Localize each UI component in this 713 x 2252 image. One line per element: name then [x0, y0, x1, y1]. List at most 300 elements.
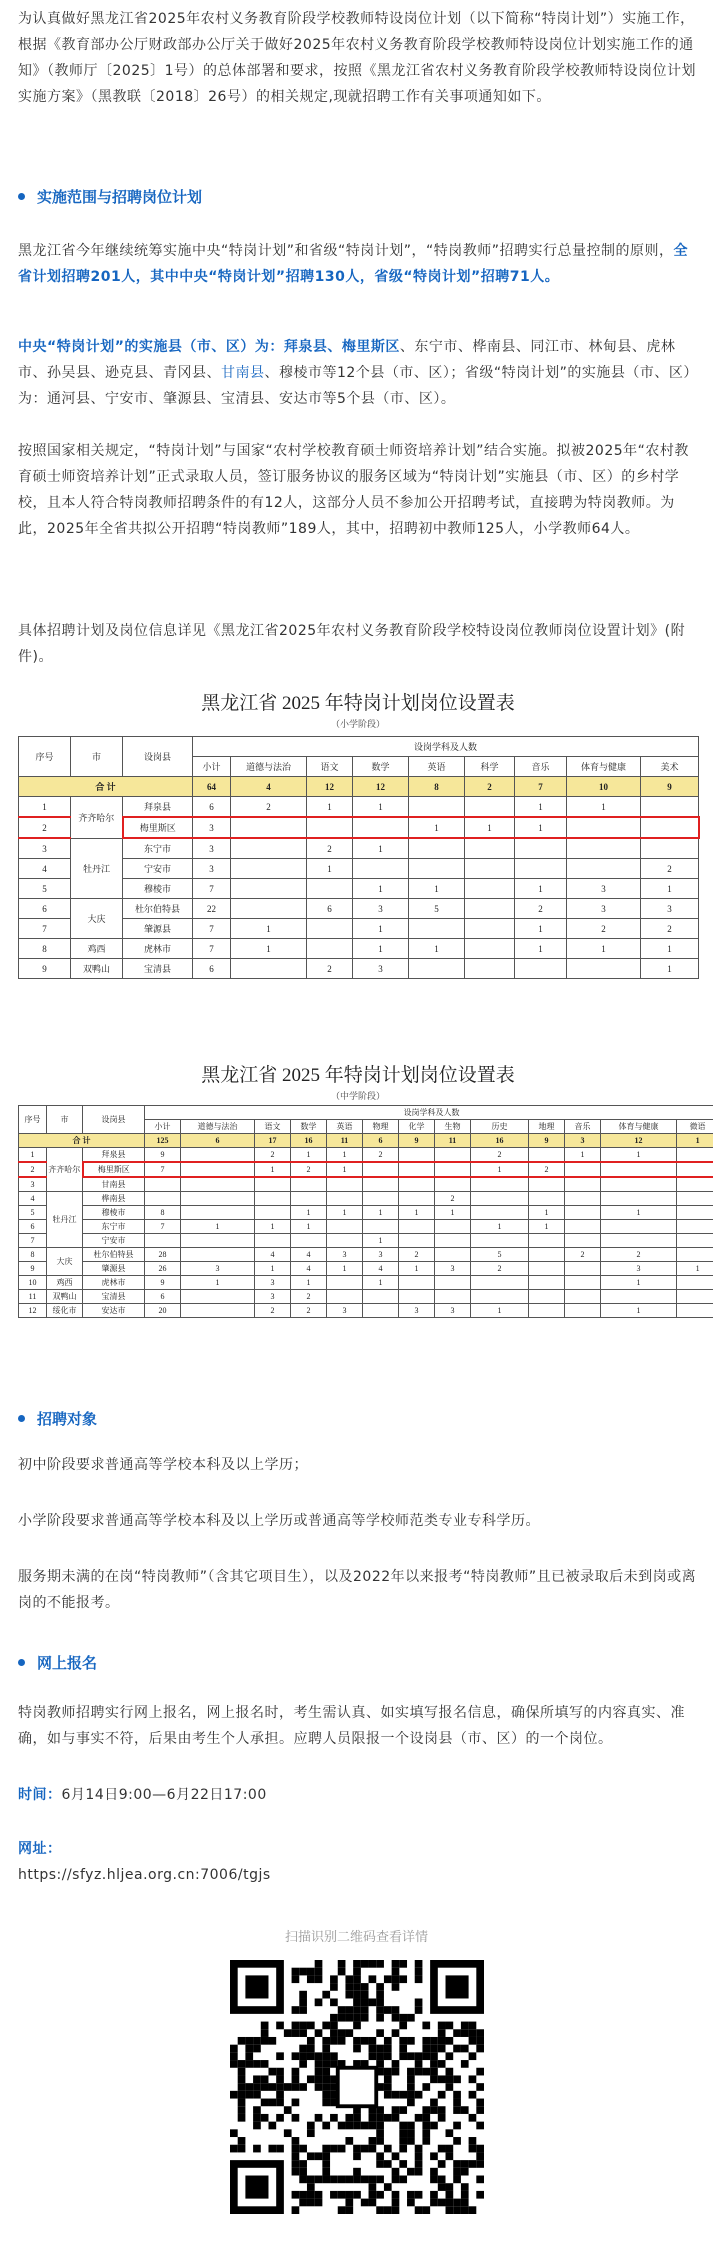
value-cell: 1	[641, 879, 699, 899]
table-row	[19, 1276, 713, 1290]
value-cell	[409, 959, 465, 979]
value-cell: 9	[145, 1276, 181, 1290]
value-cell: 1	[435, 1206, 471, 1220]
seq-cell: 8	[19, 939, 71, 959]
value-cell: 1	[601, 1304, 677, 1318]
table-row	[19, 1148, 713, 1163]
value-cell: 1	[471, 1304, 529, 1318]
table-row	[19, 1234, 713, 1248]
value-cell: 3	[181, 1262, 255, 1276]
site-url-link[interactable]: https://sfyz.hljea.org.cn:7006/tgjs	[18, 1867, 271, 1883]
table-primary-figure	[18, 688, 698, 979]
value-cell	[363, 1304, 399, 1318]
paragraph-attachment: 具体招聘计划及岗位信息详见《黑龙江省2025年农村义务教育阶段学校特设岗位教师岗位设置计划》(附件)。	[18, 623, 686, 665]
value-cell	[353, 817, 409, 838]
table-row	[19, 1192, 713, 1206]
section-title: 实施范围与招聘岗位计划	[37, 188, 203, 206]
value-cell: 1	[567, 797, 641, 818]
primary-position-table	[18, 736, 700, 979]
table-row	[19, 1177, 713, 1192]
total-cell: 12	[353, 777, 409, 797]
seq-cell: 7	[19, 919, 71, 939]
value-cell: 4	[291, 1248, 327, 1262]
paragraph-registration: 特岗教师招聘实行网上报名，网上报名时，考生需认真、如实填写报名信息，确保所填写的内容真实、准确，如与事实不符，后果由考生个人承担。应聘人员限报一个设岗县（市、区）的一个岗位。	[18, 1705, 685, 1747]
value-cell	[399, 1220, 435, 1234]
value-cell	[515, 959, 567, 979]
value-cell	[529, 1148, 565, 1163]
total-cell: 7	[515, 777, 567, 797]
value-cell	[231, 879, 307, 899]
value-cell	[641, 797, 699, 818]
county-cell: 甘南县	[83, 1177, 145, 1192]
county-cell: 宁安市	[83, 1234, 145, 1248]
city-cell: 齐齐哈尔	[71, 797, 123, 839]
city-cell: 大庆	[47, 1248, 83, 1276]
value-cell	[409, 919, 465, 939]
value-cell	[471, 1234, 529, 1248]
table-title: 黑龙江省 2025 年特岗计划岗位设置表	[201, 1065, 515, 1086]
subject-header: 小计	[145, 1120, 181, 1134]
value-cell	[601, 1234, 677, 1248]
value-cell: 1	[291, 1220, 327, 1234]
value-cell	[465, 939, 515, 959]
subject-header: 体育与健康	[601, 1120, 677, 1134]
value-cell	[471, 1206, 529, 1220]
value-cell	[677, 1234, 713, 1248]
table-row	[19, 1248, 713, 1262]
table-row	[19, 1206, 713, 1220]
value-cell	[465, 838, 515, 859]
paragraph-middle-requirement: 初中阶段要求普通高等学校本科及以上学历；	[18, 1457, 308, 1473]
value-cell	[565, 1206, 601, 1220]
value-cell: 2	[291, 1162, 327, 1177]
value-cell: 3	[255, 1290, 291, 1304]
county-cell: 穆棱市	[123, 879, 193, 899]
value-cell	[565, 1192, 601, 1206]
value-cell	[363, 1162, 399, 1177]
seq-cell: 9	[19, 959, 71, 979]
value-cell: 3	[601, 1262, 677, 1276]
value-cell	[145, 1177, 181, 1192]
value-cell: 1	[307, 859, 353, 879]
value-cell	[529, 1248, 565, 1262]
value-cell: 1	[181, 1276, 255, 1290]
value-cell	[565, 1234, 601, 1248]
value-cell: 2	[255, 1148, 291, 1163]
seq-cell: 2	[19, 1162, 47, 1177]
value-cell	[399, 1148, 435, 1163]
value-cell	[307, 817, 353, 838]
value-cell	[327, 1220, 363, 1234]
seq-cell: 4	[19, 1192, 47, 1206]
value-cell: 2	[641, 919, 699, 939]
qr-caption: 扫描识别二维码查看详情	[284, 1930, 428, 1945]
value-cell: 2	[307, 838, 353, 859]
value-cell: 3	[255, 1276, 291, 1290]
value-cell: 1	[327, 1162, 363, 1177]
value-cell: 1	[363, 1206, 399, 1220]
county-cell: 虎林市	[123, 939, 193, 959]
value-cell: 7	[193, 879, 231, 899]
county-cell: 虎林市	[83, 1276, 145, 1290]
paragraph-quota	[18, 238, 698, 290]
value-cell	[409, 838, 465, 859]
value-cell: 1	[353, 838, 409, 859]
bullet-icon	[18, 1415, 25, 1422]
value-cell	[181, 1192, 255, 1206]
value-cell	[677, 1220, 713, 1234]
value-cell: 7	[145, 1220, 181, 1234]
total-cell: 12	[601, 1134, 677, 1148]
value-cell	[529, 1234, 565, 1248]
county-cell: 梅里斯区	[83, 1162, 145, 1177]
value-cell: 26	[145, 1262, 181, 1276]
value-cell: 2	[307, 959, 353, 979]
value-cell	[181, 1304, 255, 1318]
value-cell: 3	[641, 899, 699, 919]
value-cell	[529, 1304, 565, 1318]
value-cell	[399, 1177, 435, 1192]
seq-cell: 9	[19, 1262, 47, 1276]
value-cell	[471, 1177, 529, 1192]
time-value: 6月14日9:00—6月22日17:00	[61, 1787, 267, 1803]
value-cell	[307, 879, 353, 899]
value-cell: 28	[145, 1248, 181, 1262]
header-county: 设岗县	[83, 1106, 145, 1134]
total-cell: 11	[435, 1134, 471, 1148]
value-cell: 1	[409, 817, 465, 838]
value-cell	[307, 939, 353, 959]
value-cell: 1	[529, 1220, 565, 1234]
paragraph-counties	[18, 334, 698, 412]
value-cell: 1	[601, 1148, 677, 1163]
city-cell: 齐齐哈尔	[47, 1148, 83, 1192]
value-cell	[435, 1162, 471, 1177]
county-highlight: 甘南县	[221, 365, 265, 381]
county-cell: 东宁市	[83, 1220, 145, 1234]
value-cell: 3	[435, 1304, 471, 1318]
value-cell: 1	[529, 1206, 565, 1220]
value-cell	[565, 1262, 601, 1276]
value-cell: 1	[291, 1206, 327, 1220]
value-cell	[641, 817, 699, 838]
value-cell	[399, 1276, 435, 1290]
value-cell: 22	[193, 899, 231, 919]
value-cell	[471, 1276, 529, 1290]
section-title: 网上报名	[37, 1654, 98, 1672]
total-cell: 6	[181, 1134, 255, 1148]
subject-header: 音乐	[515, 757, 567, 777]
value-cell: 1	[327, 1206, 363, 1220]
value-cell: 3	[193, 859, 231, 879]
value-cell: 6	[193, 797, 231, 818]
value-cell: 2	[601, 1248, 677, 1262]
value-cell	[231, 817, 307, 838]
seq-cell: 11	[19, 1290, 47, 1304]
seq-cell: 5	[19, 1206, 47, 1220]
value-cell	[327, 1276, 363, 1290]
value-cell: 2	[255, 1304, 291, 1318]
table-row	[19, 1290, 713, 1304]
city-cell: 双鸭山	[47, 1290, 83, 1304]
paragraph-text: 黑龙江省今年继续统筹实施中央“特岗计划”和省级“特岗计划”，“特岗教师”招聘实行总量控制的原则，	[18, 243, 674, 259]
header-subject-group: 设岗学科及人数	[193, 737, 699, 757]
city-cell: 双鸭山	[71, 959, 123, 979]
value-cell: 1	[363, 1234, 399, 1248]
table-subtitle: （小学阶段）	[330, 719, 385, 729]
value-cell	[327, 1234, 363, 1248]
value-cell: 3	[353, 959, 409, 979]
value-cell: 2	[529, 1162, 565, 1177]
total-row	[19, 777, 699, 797]
registration-site-label	[18, 1836, 698, 1862]
value-cell: 9	[145, 1148, 181, 1163]
total-cell: 6	[363, 1134, 399, 1148]
value-cell	[565, 1290, 601, 1304]
paragraph-text: 、东宁市、桦南县、同江市、林甸县、虎林市、孙吴县、逊克县、青冈县、	[18, 339, 676, 381]
central-counties-highlight: 中央“特岗计划”的实施县（市、区）为：拜泉县、梅里斯区	[18, 339, 400, 355]
value-cell	[601, 1220, 677, 1234]
value-cell: 1	[231, 939, 307, 959]
value-cell	[465, 859, 515, 879]
bullet-icon	[18, 193, 25, 200]
value-cell	[181, 1290, 255, 1304]
seq-cell: 3	[19, 838, 71, 859]
county-cell: 肇源县	[123, 919, 193, 939]
table-title: 黑龙江省 2025 年特岗计划岗位设置表	[201, 693, 515, 714]
value-cell: 2	[567, 919, 641, 939]
value-cell	[181, 1234, 255, 1248]
value-cell	[399, 1162, 435, 1177]
section-heading-scope	[18, 186, 202, 207]
table-row	[19, 1304, 713, 1318]
value-cell: 3	[567, 899, 641, 919]
subject-header: 道德与法治	[231, 757, 307, 777]
table-row	[19, 959, 699, 979]
value-cell	[567, 817, 641, 838]
value-cell: 2	[399, 1248, 435, 1262]
value-cell	[327, 1192, 363, 1206]
value-cell: 1	[353, 939, 409, 959]
value-cell: 2	[363, 1148, 399, 1163]
value-cell	[231, 959, 307, 979]
value-cell: 1	[409, 879, 465, 899]
total-row	[19, 1134, 713, 1148]
county-cell: 宝清县	[83, 1290, 145, 1304]
value-cell: 1	[471, 1162, 529, 1177]
city-cell: 鸡西	[47, 1276, 83, 1290]
value-cell	[677, 1304, 713, 1318]
value-cell	[677, 1162, 713, 1177]
value-cell	[181, 1162, 255, 1177]
value-cell	[677, 1248, 713, 1262]
value-cell	[565, 1162, 601, 1177]
table-subtitle: （中学阶段）	[330, 1091, 385, 1101]
value-cell: 3	[193, 838, 231, 859]
value-cell	[145, 1234, 181, 1248]
value-cell	[255, 1192, 291, 1206]
value-cell	[677, 1206, 713, 1220]
total-cell: 16	[291, 1134, 327, 1148]
value-cell	[677, 1276, 713, 1290]
value-cell: 1	[515, 939, 567, 959]
seq-cell: 10	[19, 1276, 47, 1290]
value-cell	[567, 838, 641, 859]
registration-time	[18, 1782, 698, 1808]
subject-header: 数学	[291, 1120, 327, 1134]
value-cell	[363, 1290, 399, 1304]
value-cell: 1	[353, 919, 409, 939]
subject-header: 英语	[409, 757, 465, 777]
value-cell	[327, 1177, 363, 1192]
value-cell	[363, 1192, 399, 1206]
table-row	[19, 939, 699, 959]
value-cell: 3	[399, 1304, 435, 1318]
value-cell: 6	[145, 1290, 181, 1304]
value-cell	[465, 879, 515, 899]
county-cell: 杜尔伯特县	[123, 899, 193, 919]
county-cell: 安达市	[83, 1304, 145, 1318]
header-county: 设岗县	[123, 737, 193, 777]
value-cell	[565, 1304, 601, 1318]
value-cell: 1	[641, 939, 699, 959]
seq-cell: 7	[19, 1234, 47, 1248]
table-row	[19, 838, 699, 859]
value-cell: 1	[515, 817, 567, 838]
value-cell	[181, 1148, 255, 1163]
value-cell	[435, 1248, 471, 1262]
value-cell: 1	[641, 959, 699, 979]
county-cell: 拜泉县	[123, 797, 193, 818]
county-cell: 梅里斯区	[123, 817, 193, 838]
value-cell	[601, 1162, 677, 1177]
subject-header: 生物	[435, 1120, 471, 1134]
value-cell: 5	[471, 1248, 529, 1262]
value-cell	[471, 1192, 529, 1206]
registration-site	[18, 1862, 698, 1888]
value-cell	[181, 1177, 255, 1192]
paragraph-exclusion: 服务期未满的在岗“特岗教师”（含其它项目生），以及2022年以来报考“特岗教师”且已被录取后未到岗或离岗的不能报考。	[18, 1569, 697, 1611]
subject-header: 科学	[465, 757, 515, 777]
value-cell: 1	[515, 919, 567, 939]
value-cell: 2	[471, 1262, 529, 1276]
value-cell	[471, 1290, 529, 1304]
subject-header: 语文	[255, 1120, 291, 1134]
value-cell: 1	[601, 1206, 677, 1220]
county-cell: 穆棱市	[83, 1206, 145, 1220]
value-cell: 2	[291, 1304, 327, 1318]
county-cell: 东宁市	[123, 838, 193, 859]
value-cell: 3	[435, 1262, 471, 1276]
value-cell: 1	[181, 1220, 255, 1234]
subject-header: 美术	[641, 757, 699, 777]
city-cell: 牡丹江	[47, 1192, 83, 1248]
value-cell: 1	[353, 879, 409, 899]
table-row	[19, 1220, 713, 1234]
value-cell	[353, 859, 409, 879]
seq-cell: 6	[19, 1220, 47, 1234]
value-cell: 6	[307, 899, 353, 919]
section-title: 招聘对象	[37, 1410, 98, 1428]
total-cell: 4	[231, 777, 307, 797]
value-cell: 1	[567, 939, 641, 959]
seq-cell: 6	[19, 899, 71, 919]
value-cell: 2	[435, 1192, 471, 1206]
value-cell	[515, 859, 567, 879]
subject-header: 英语	[327, 1120, 363, 1134]
value-cell	[529, 1290, 565, 1304]
value-cell: 2	[291, 1290, 327, 1304]
value-cell	[601, 1177, 677, 1192]
value-cell: 1	[409, 939, 465, 959]
value-cell: 6	[193, 959, 231, 979]
county-cell: 宝清县	[123, 959, 193, 979]
seq-cell: 4	[19, 859, 71, 879]
seq-cell: 3	[19, 1177, 47, 1192]
total-label: 合 计	[19, 777, 193, 797]
total-cell: 17	[255, 1134, 291, 1148]
intro-paragraph: 为认真做好黑龙江省2025年农村义务教育阶段学校教师特设岗位计划（以下简称“特岗计划”）实施工作，根据《教育部办公厅财政部办公厅关于做好2025年农村义务教育阶段学校教师特设岗位计划实施工作的通知》（教师厅〔2025〕1号）的总体部署和要求，按照《黑龙江省农村义务教育阶段学校教师特设岗位计划实施方案》（黑教联〔2018〕26号）的相关规定,现就招聘工作有关事项通知如下。	[18, 11, 697, 105]
subject-header: 化学	[399, 1120, 435, 1134]
header-seq: 序号	[19, 1106, 47, 1134]
value-cell	[255, 1177, 291, 1192]
value-cell	[529, 1192, 565, 1206]
value-cell: 1	[291, 1148, 327, 1163]
value-cell: 1	[399, 1206, 435, 1220]
value-cell: 1	[515, 879, 567, 899]
value-cell: 2	[231, 797, 307, 818]
value-cell: 1	[601, 1276, 677, 1290]
value-cell	[255, 1206, 291, 1220]
subject-header: 音乐	[565, 1120, 601, 1134]
value-cell: 1	[677, 1262, 713, 1276]
section-heading-registration	[18, 1652, 97, 1673]
total-cell: 2	[465, 777, 515, 797]
header-city: 市	[47, 1106, 83, 1134]
qr-code-image[interactable]	[230, 1960, 484, 2214]
bullet-icon	[18, 1659, 25, 1666]
paragraph-primary-requirement: 小学阶段要求普通高等学校本科及以上学历或普通高等学校师范类专业专科学历。	[18, 1513, 540, 1529]
subject-header: 地理	[529, 1120, 565, 1134]
value-cell: 1	[231, 919, 307, 939]
value-cell: 2	[641, 859, 699, 879]
value-cell	[231, 838, 307, 859]
value-cell: 1	[255, 1162, 291, 1177]
middle-position-table	[18, 1105, 713, 1318]
value-cell	[181, 1248, 255, 1262]
value-cell	[399, 1234, 435, 1248]
value-cell: 3	[193, 817, 231, 838]
value-cell: 2	[565, 1248, 601, 1262]
value-cell: 1	[465, 817, 515, 838]
value-cell	[307, 919, 353, 939]
value-cell	[677, 1192, 713, 1206]
subject-header: 语文	[307, 757, 353, 777]
seq-cell: 5	[19, 879, 71, 899]
value-cell: 5	[409, 899, 465, 919]
value-cell: 7	[193, 919, 231, 939]
value-cell	[255, 1234, 291, 1248]
county-cell: 拜泉县	[83, 1148, 145, 1163]
value-cell	[567, 959, 641, 979]
value-cell	[363, 1177, 399, 1192]
value-cell: 1	[471, 1220, 529, 1234]
value-cell: 1	[291, 1276, 327, 1290]
value-cell	[363, 1220, 399, 1234]
value-cell	[529, 1276, 565, 1290]
value-cell: 20	[145, 1304, 181, 1318]
table-middle-figure	[18, 1060, 706, 1318]
